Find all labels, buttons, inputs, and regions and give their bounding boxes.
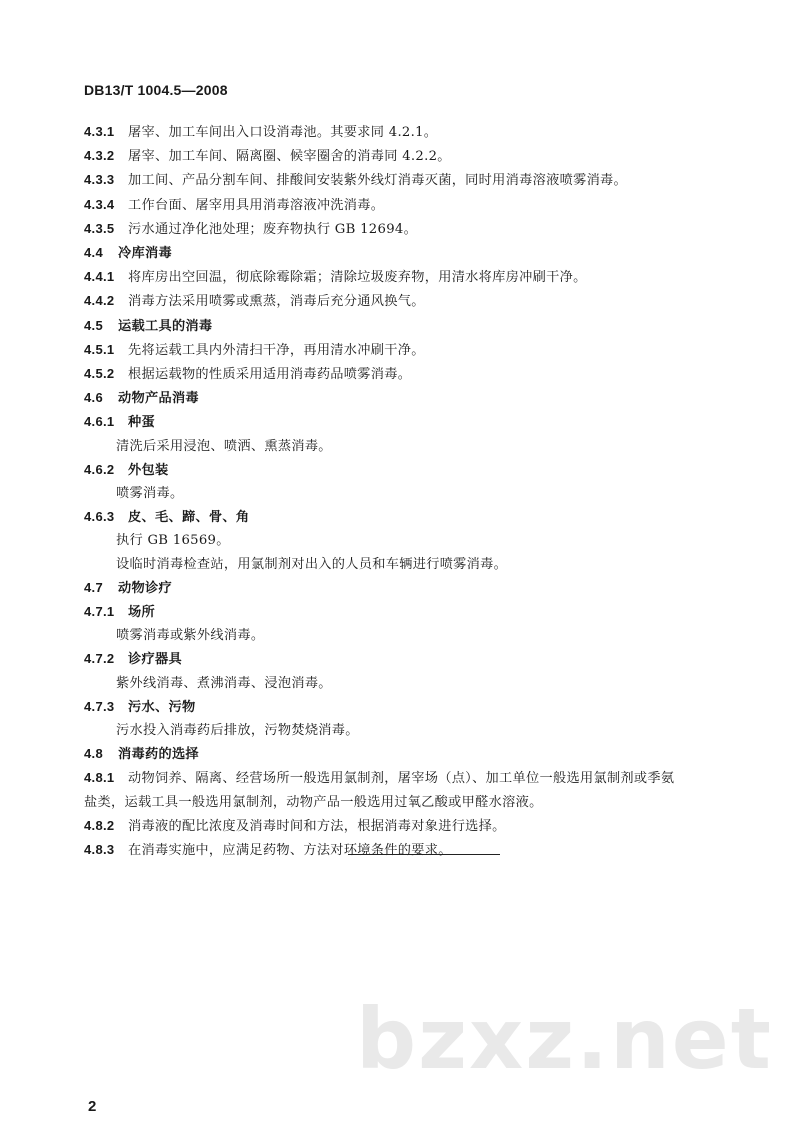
clause-number: 4.6.3 bbox=[84, 509, 115, 525]
clause-text: 消毒药的选择 bbox=[118, 747, 199, 763]
clause-number: 4.7 bbox=[84, 579, 103, 595]
end-of-document-rule bbox=[348, 854, 500, 856]
clause-text: 种蛋 bbox=[128, 415, 155, 431]
clause-text: 消毒液的配比浓度及消毒时间和方法，根据消毒对象进行选择。 bbox=[128, 818, 506, 834]
body-paragraph bbox=[84, 672, 754, 695]
clause-number: 4.8.3 bbox=[84, 842, 115, 858]
clause-number: 4.8 bbox=[84, 746, 103, 762]
clause-item bbox=[84, 838, 754, 862]
clause-text: 诊疗器具 bbox=[128, 652, 182, 668]
clause-text: 冷库消毒 bbox=[118, 246, 172, 262]
standard-code-header: DB13/T 1004.5—2008 bbox=[84, 82, 228, 98]
subsection-heading bbox=[84, 458, 754, 482]
clause-text: 污水投入消毒药后排放，污物焚烧消毒。 bbox=[116, 723, 359, 739]
clause-text: 污水、污物 bbox=[128, 699, 196, 715]
clause-number: 4.3.1 bbox=[84, 124, 115, 139]
clause-item bbox=[84, 766, 754, 790]
body-paragraph bbox=[84, 719, 754, 742]
clause-item bbox=[84, 338, 754, 362]
paragraph-continuation bbox=[84, 791, 754, 814]
clause-item bbox=[84, 289, 754, 313]
subsection-heading bbox=[84, 410, 754, 434]
clause-text: 在消毒实施中，应满足药物、方法对环境条件的要求。 bbox=[128, 843, 452, 859]
clause-text: 根据运载物的性质采用适用消毒药品喷雾消毒。 bbox=[128, 367, 412, 383]
body-paragraph bbox=[84, 624, 754, 647]
clause-item bbox=[84, 814, 754, 838]
section-heading bbox=[84, 314, 754, 338]
clause-text: 运载工具的消毒 bbox=[118, 318, 213, 334]
clause-item bbox=[84, 265, 754, 289]
clause-text: 动物诊疗 bbox=[118, 580, 172, 596]
clause-text: 污水通过净化池处理；废弃物执行 GB 12694。 bbox=[128, 221, 418, 237]
clause-number: 4.7.3 bbox=[84, 698, 115, 714]
clause-item bbox=[84, 168, 754, 192]
clause-number: 4.6.2 bbox=[84, 461, 115, 477]
clause-text: 喷雾消毒。 bbox=[116, 486, 184, 502]
subsection-heading bbox=[84, 695, 754, 719]
clause-number: 4.3.4 bbox=[84, 196, 115, 212]
document-body bbox=[84, 120, 754, 862]
subsection-heading bbox=[84, 505, 754, 529]
clause-text: 场所 bbox=[128, 605, 155, 621]
clause-number: 4.3.5 bbox=[84, 220, 115, 236]
clause-number: 4.4 bbox=[84, 245, 103, 261]
clause-text: 动物饲养、隔离、经营场所一般选用氯制剂，屠宰场（点）、加工单位一般选用氯制剂或季氨 bbox=[128, 771, 675, 787]
clause-number: 4.4.1 bbox=[84, 269, 115, 285]
clause-text: 外包装 bbox=[128, 462, 169, 478]
clause-number: 4.8.1 bbox=[84, 770, 115, 786]
page-number: 2 bbox=[88, 1098, 97, 1115]
clause-text: 动物产品消毒 bbox=[118, 391, 199, 407]
subsection-heading bbox=[84, 600, 754, 624]
body-paragraph bbox=[84, 529, 754, 552]
clause-number: 4.5 bbox=[84, 317, 103, 333]
clause-number: 4.7.1 bbox=[84, 604, 115, 620]
clause-text: 皮、毛、蹄、骨、角 bbox=[128, 510, 250, 526]
clause-number: 4.6.1 bbox=[84, 414, 115, 430]
clause-text: 设临时消毒检查站，用氯制剂对出入的人员和车辆进行喷雾消毒。 bbox=[116, 556, 508, 572]
section-heading bbox=[84, 576, 754, 600]
clause-number: 4.3.2 bbox=[84, 148, 115, 164]
clause-text: 加工间、产品分割车间、排酸间安装紫外线灯消毒灭菌，同时用消毒溶液喷雾消毒。 bbox=[128, 173, 628, 189]
clause-number: 4.8.2 bbox=[84, 817, 115, 833]
section-heading bbox=[84, 742, 754, 766]
clause-text: 盐类，运载工具一般选用氯制剂，动物产品一般选用过氧乙酸或甲醛水溶液。 bbox=[84, 794, 543, 810]
clause-text: 紫外线消毒、煮沸消毒、浸泡消毒。 bbox=[116, 675, 332, 691]
clause-number: 4.5.2 bbox=[84, 366, 115, 382]
clause-text: 清洗后采用浸泡、喷洒、熏蒸消毒。 bbox=[116, 438, 332, 454]
clause-item bbox=[84, 193, 754, 217]
clause-item bbox=[84, 217, 754, 241]
clause-text: 先将运载工具内外清扫干净，再用清水冲刷干净。 bbox=[128, 342, 425, 358]
clause-text: 消毒方法采用喷雾或熏蒸，消毒后充分通风换气。 bbox=[128, 294, 425, 310]
clause-text: 执行 GB 16569。 bbox=[116, 533, 230, 549]
clause-item bbox=[84, 120, 754, 144]
section-heading bbox=[84, 386, 754, 410]
clause-text: 喷雾消毒或紫外线消毒。 bbox=[116, 628, 265, 644]
clause-text: 屠宰、加工车间出入口设消毒池。其要求同 4.2.1。 bbox=[128, 125, 438, 140]
subsection-heading bbox=[84, 647, 754, 671]
clause-item bbox=[84, 144, 754, 168]
body-paragraph bbox=[84, 482, 754, 505]
clause-number: 4.3.3 bbox=[84, 172, 115, 188]
clause-number: 4.4.2 bbox=[84, 293, 115, 309]
clause-text: 将库房出空回温，彻底除霉除霜；清除垃圾废弃物，用清水将库房冲刷干净。 bbox=[128, 270, 587, 286]
clause-item bbox=[84, 362, 754, 386]
clause-text: 工作台面、屠宰用具用消毒溶液冲洗消毒。 bbox=[128, 197, 385, 213]
section-heading bbox=[84, 241, 754, 265]
clause-number: 4.6 bbox=[84, 390, 103, 406]
clause-number: 4.5.1 bbox=[84, 341, 115, 357]
clause-text: 屠宰、加工车间、隔离圈、候宰圈舍的消毒同 4.2.2。 bbox=[128, 149, 451, 165]
watermark-logo: bzxz.net bbox=[356, 990, 773, 1088]
body-paragraph bbox=[84, 553, 754, 576]
body-paragraph bbox=[84, 435, 754, 458]
clause-number: 4.7.2 bbox=[84, 651, 115, 667]
